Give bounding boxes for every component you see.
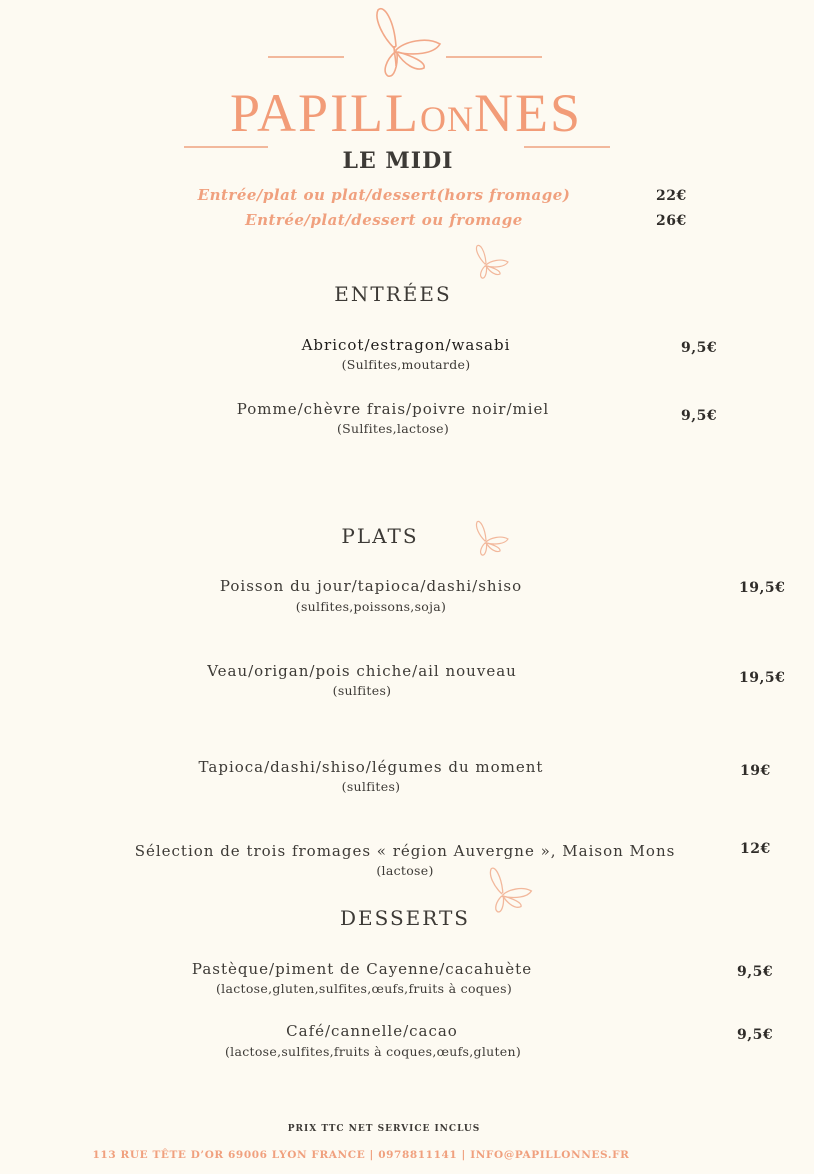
- section-title-plats: PLATS: [341, 524, 419, 548]
- dish-price: 19€: [740, 763, 771, 779]
- dish-price: 9,5€: [737, 964, 774, 980]
- dish-name: Pastèque/piment de Cayenne/cacahuète: [191, 960, 533, 978]
- butterfly-icon: [470, 244, 510, 280]
- dish-name: Sélection de trois fromages « région Auvergne », Maison Mons: [134, 842, 676, 860]
- logo-line-top-left: [268, 56, 344, 58]
- dish-name: Veau/origan/pois chiche/ail nouveau: [207, 662, 517, 680]
- butterfly-icon: [482, 866, 534, 916]
- logo: [230, 82, 582, 144]
- dish-price: 19,5€: [739, 670, 786, 686]
- logo-text-end: NES: [474, 83, 583, 143]
- formula-label: Entrée/plat ou plat/dessert(hors fromage): [197, 186, 571, 204]
- footer-address: 113 RUE TÊTE D’OR 69006 LYON FRANCE | 0978811141 | INFO@PAPILLONNES.FR: [92, 1149, 630, 1161]
- dish-price: 9,5€: [681, 408, 718, 424]
- formula-price: 22€: [656, 188, 687, 204]
- dish-allergens: (Sulfites,lactose): [336, 421, 450, 436]
- dish-allergens: (lactose,gluten,sulfites,œufs,fruits à coques): [215, 981, 513, 996]
- menu-title: LE MIDI: [342, 148, 454, 174]
- logo-text-main: PAPILL: [229, 83, 421, 143]
- butterfly-icon: [470, 520, 510, 558]
- dish-price: 12€: [740, 841, 771, 857]
- dish-allergens: (lactose,sulfites,fruits à coques,œufs,gluten): [224, 1044, 522, 1059]
- section-title-desserts: DESSERTS: [339, 906, 471, 930]
- logo-line-bottom-left: [184, 146, 268, 148]
- dish-name: Pomme/chèvre frais/poivre noir/miel: [236, 400, 550, 418]
- dish-allergens: (lactose): [376, 863, 434, 878]
- dish-price: 9,5€: [681, 340, 718, 356]
- dish-allergens: (sulfites,poissons,soja): [295, 599, 447, 614]
- footer-note: PRIX TTC NET SERVICE INCLUS: [287, 1124, 481, 1134]
- dish-price: 19,5€: [739, 580, 786, 596]
- dish-allergens: (Sulfites,moutarde): [341, 357, 471, 372]
- dish-allergens: (sulfites): [341, 779, 401, 794]
- dish-price: 9,5€: [737, 1027, 774, 1043]
- dish-name: Poisson du jour/tapioca/dashi/shiso: [219, 577, 523, 595]
- formula-label: Entrée/plat/dessert ou fromage: [245, 211, 523, 229]
- dish-allergens: (sulfites): [332, 683, 392, 698]
- logo-text-small: ON: [420, 99, 475, 139]
- dish-name: Tapioca/dashi/shiso/légumes du moment: [198, 758, 544, 776]
- logo-line-top-right: [446, 56, 542, 58]
- section-title-entrees: ENTRÉES: [334, 282, 452, 306]
- dish-name: Café/cannelle/cacao: [286, 1022, 458, 1040]
- logo-line-bottom-right: [524, 146, 610, 148]
- butterfly-icon: [364, 6, 444, 82]
- formula-price: 26€: [656, 213, 687, 229]
- dish-name: Abricot/estragon/wasabi: [301, 336, 511, 354]
